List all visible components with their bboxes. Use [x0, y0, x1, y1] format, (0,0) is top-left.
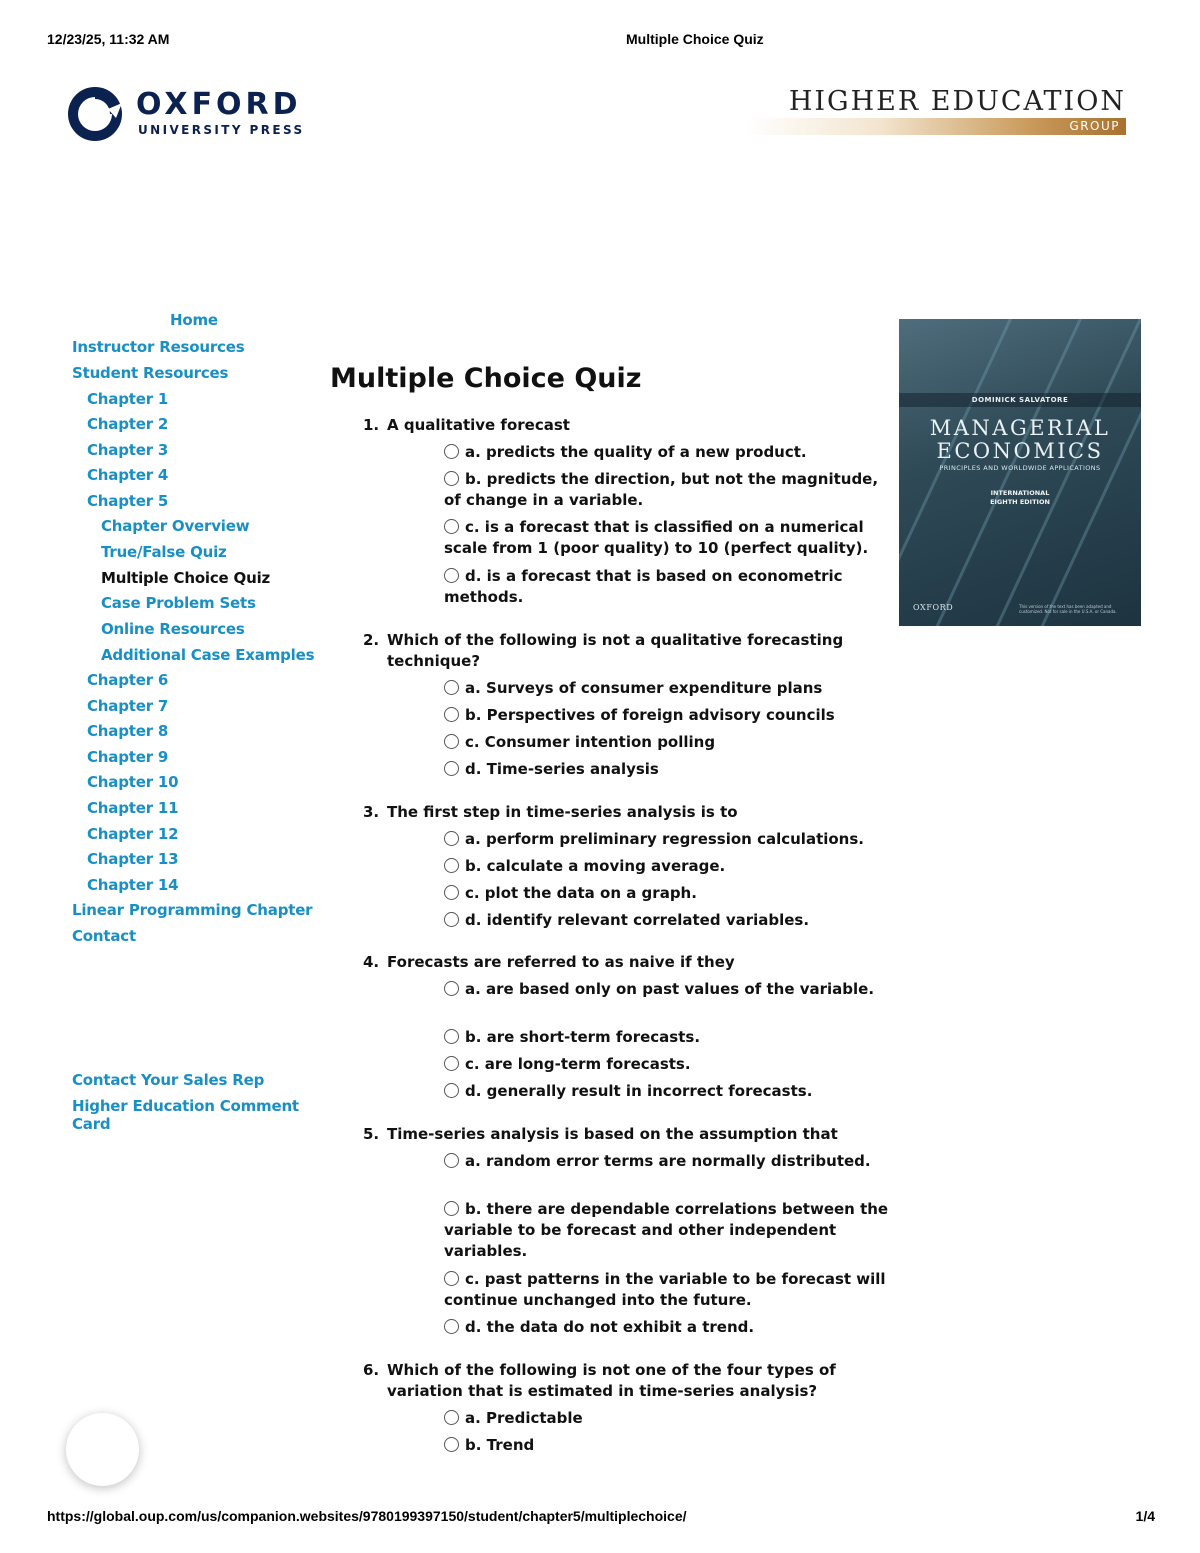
nav-chapter-14[interactable]: Chapter 14 [87, 876, 179, 894]
nav-chapter-overview[interactable]: Chapter Overview [101, 517, 250, 535]
option-label: d. generally result in incorrect forecasts. [465, 1082, 813, 1100]
q1-option-a[interactable] [444, 442, 894, 463]
option-label: c. are long-term forecasts. [465, 1055, 691, 1073]
q6-option-b[interactable] [444, 1435, 894, 1456]
option-label: c. plot the data on a graph. [465, 884, 697, 902]
book-subtitle: PRINCIPLES AND WORLDWIDE APPLICATIONS [939, 464, 1101, 472]
radio-button[interactable] [444, 831, 459, 846]
nav-multiple-choice-quiz-current[interactable]: Multiple Choice Quiz [101, 569, 271, 587]
nav-comment-card[interactable]: Higher Education Comment Card [72, 1097, 299, 1133]
question-text: Time-series analysis is based on the assumption that [387, 1125, 838, 1143]
q6-option-a[interactable] [444, 1408, 894, 1429]
radio-button[interactable] [444, 734, 459, 749]
q2-option-b[interactable] [444, 705, 894, 726]
cover-decoration [899, 319, 1031, 626]
nav-chapter-3[interactable]: Chapter 3 [87, 441, 169, 459]
nav-contact[interactable]: Contact [72, 927, 136, 945]
q4-option-d[interactable] [444, 1081, 894, 1102]
radio-button[interactable] [444, 519, 459, 534]
radio-button[interactable] [444, 1410, 459, 1425]
question-number: 2. [363, 631, 380, 649]
oxford-subtitle: UNIVERSITY PRESS [138, 123, 305, 137]
radio-button[interactable] [444, 858, 459, 873]
q5-option-c[interactable] [444, 1269, 894, 1311]
cover-decoration [920, 319, 1100, 626]
book-publisher: OXFORD [913, 603, 954, 612]
radio-button[interactable] [444, 1029, 459, 1044]
higher-education-group-label: GROUP [1069, 119, 1120, 133]
q2-option-c[interactable] [444, 732, 894, 753]
nav-chapter-5[interactable]: Chapter 5 [87, 492, 169, 510]
radio-button[interactable] [444, 1437, 459, 1452]
radio-button[interactable] [444, 761, 459, 776]
nav-case-problem-sets[interactable]: Case Problem Sets [101, 594, 256, 612]
radio-button[interactable] [444, 680, 459, 695]
book-edition-line-2: EIGHTH EDITION [990, 498, 1050, 506]
radio-button[interactable] [444, 1271, 459, 1286]
nav-chapter-12[interactable]: Chapter 12 [87, 825, 179, 843]
option-label: a. Surveys of consumer expenditure plans [465, 679, 823, 697]
option-label: a. Predictable [465, 1409, 583, 1427]
radio-button[interactable] [444, 444, 459, 459]
nav-true-false-quiz[interactable]: True/False Quiz [101, 543, 227, 561]
nav-chapter-9[interactable]: Chapter 9 [87, 748, 169, 766]
floating-action-button[interactable] [66, 1413, 139, 1486]
nav-instructor-resources[interactable]: Instructor Resources [72, 338, 245, 356]
option-label: a. perform preliminary regression calculations. [465, 830, 864, 848]
nav-chapter-4[interactable]: Chapter 4 [87, 466, 169, 484]
higher-education-wordmark: HIGHER EDUCATION [788, 86, 1126, 117]
print-page-number: 1/4 [1135, 1508, 1155, 1524]
oxford-seal-icon [66, 85, 124, 143]
higher-education-logo[interactable] [740, 86, 1126, 138]
q1-option-b[interactable] [444, 469, 894, 511]
cover-decoration [1025, 319, 1141, 626]
radio-button[interactable] [444, 1056, 459, 1071]
nav-chapter-11[interactable]: Chapter 11 [87, 799, 179, 817]
book-title-line-1: MANAGERIAL [929, 416, 1111, 440]
option-label: d. the data do not exhibit a trend. [465, 1318, 755, 1336]
nav-chapter-6[interactable]: Chapter 6 [87, 671, 169, 689]
book-cover-image [899, 319, 1141, 626]
nav-chapter-1[interactable]: Chapter 1 [87, 390, 169, 408]
question-text: A qualitative forecast [387, 416, 570, 434]
nav-chapter-8[interactable]: Chapter 8 [87, 722, 169, 740]
option-label: b. Perspectives of foreign advisory councils [465, 706, 835, 724]
question-number: 3. [363, 803, 380, 821]
q4-option-c[interactable] [444, 1054, 894, 1075]
option-label: c. past patterns in the variable to be forecast will continue unchanged into the future. [444, 1270, 886, 1309]
question-number: 6. [363, 1361, 380, 1379]
radio-button[interactable] [444, 471, 459, 486]
question-number: 1. [363, 416, 380, 434]
page-title: Multiple Choice Quiz [330, 363, 642, 394]
nav-contact-sales-rep[interactable]: Contact Your Sales Rep [72, 1071, 265, 1089]
radio-button[interactable] [444, 1083, 459, 1098]
radio-button[interactable] [444, 885, 459, 900]
book-edition [899, 489, 1141, 507]
option-label: c. Consumer intention polling [465, 733, 716, 751]
radio-button[interactable] [444, 568, 459, 583]
q1-option-d[interactable] [444, 566, 894, 608]
question-text: Which of the following is not a qualitative forecasting technique? [387, 631, 844, 670]
nav-chapter-2[interactable]: Chapter 2 [87, 415, 169, 433]
q1-option-c[interactable] [444, 517, 894, 559]
q4-option-a[interactable] [444, 979, 894, 1000]
nav-additional-case-examples[interactable]: Additional Case Examples [101, 646, 315, 664]
option-label: b. there are dependable correlations between the variable to be forecast and other independent variables. [444, 1200, 889, 1260]
q5-option-d[interactable] [444, 1317, 894, 1338]
question-number: 4. [363, 953, 380, 971]
option-label: a. random error terms are normally distributed. [465, 1152, 871, 1170]
oxford-logo[interactable] [66, 85, 326, 145]
book-title-line-2: ECONOMICS [936, 439, 1104, 463]
option-label: a. predicts the quality of a new product. [465, 443, 807, 461]
q3-option-c[interactable] [444, 883, 894, 904]
option-label: c. is a forecast that is classified on a numerical scale from 1 (poor quality) to 10 (perfect quality). [444, 518, 869, 557]
radio-button[interactable] [444, 912, 459, 927]
q5-option-b[interactable] [444, 1199, 894, 1262]
nav-chapter-7[interactable]: Chapter 7 [87, 697, 169, 715]
book-author: DOMINICK SALVATORE [899, 393, 1141, 407]
nav-home[interactable]: Home [170, 311, 218, 329]
question-text: Which of the following is not one of the four types of variation that is estimated in time-series analysis? [387, 1361, 836, 1400]
radio-button[interactable] [444, 1201, 459, 1216]
q3-option-b[interactable] [444, 856, 894, 877]
q3-option-d[interactable] [444, 910, 894, 931]
q3-option-a[interactable] [444, 829, 894, 850]
q2-option-d[interactable] [444, 759, 894, 780]
nav-student-resources[interactable]: Student Resources [72, 364, 229, 382]
radio-button[interactable] [444, 981, 459, 996]
nav-chapter-10[interactable]: Chapter 10 [87, 773, 179, 791]
oxford-wordmark: OXFORD [136, 87, 302, 122]
question-number: 5. [363, 1125, 380, 1143]
radio-button[interactable] [444, 1319, 459, 1334]
option-label: d. is a forecast that is based on econometric methods. [444, 567, 843, 606]
q2-option-a[interactable] [444, 678, 894, 699]
nav-online-resources[interactable]: Online Resources [101, 620, 245, 638]
question-text: Forecasts are referred to as naive if they [387, 953, 735, 971]
radio-button[interactable] [444, 707, 459, 722]
option-label: a. are based only on past values of the variable. [465, 980, 875, 998]
option-label: b. predicts the direction, but not the magnitude, of change in a variable. [444, 470, 879, 509]
print-page-title: Multiple Choice Quiz [626, 31, 764, 47]
option-label: d. identify relevant correlated variables. [465, 911, 810, 929]
higher-education-group-bar [746, 118, 1126, 135]
question-text: The first step in time-series analysis is to [387, 803, 738, 821]
option-label: b. Trend [465, 1436, 535, 1454]
option-label: b. calculate a moving average. [465, 857, 726, 875]
q5-option-a[interactable] [444, 1151, 894, 1172]
nav-linear-programming-chapter[interactable]: Linear Programming Chapter [72, 901, 313, 919]
book-edition-line-1: INTERNATIONAL [990, 489, 1050, 497]
print-datetime: 12/23/25, 11:32 AM [47, 31, 170, 47]
nav-chapter-13[interactable]: Chapter 13 [87, 850, 179, 868]
radio-button[interactable] [444, 1153, 459, 1168]
option-label: d. Time-series analysis [465, 760, 659, 778]
print-url: https://global.oup.com/us/companion.websites/9780199397150/student/chapter5/multiplechoice/ [47, 1508, 687, 1524]
q4-option-b[interactable] [444, 1027, 894, 1048]
option-label: b. are short-term forecasts. [465, 1028, 701, 1046]
book-fine-print: This version of the text has been adapted and customized. Not for sale in the U.S.A. or Canada. [1019, 604, 1117, 614]
